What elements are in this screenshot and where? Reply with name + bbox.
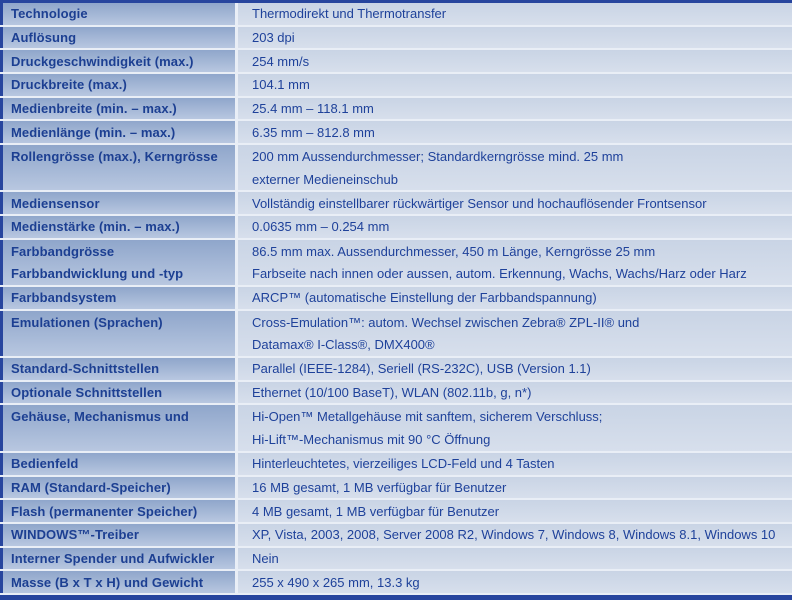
row-label-line: Medienlänge (min. – max.) [11,124,176,140]
row-value-line: 255 x 490 x 265 mm, 13.3 kg [252,574,420,590]
row-value-cell [238,500,792,522]
row-value-line: Hi-Open™ Metallgehäuse mit sanftem, sicherem Verschluss; [252,409,603,425]
table-row [0,477,792,501]
row-value-cell [238,216,792,238]
row-label-line: Farbbandgrösse [11,243,115,259]
row-value-line: Farbseite nach innen oder aussen, autom. Erkennung, Wachs, Wachs/Harz oder Harz [252,266,747,282]
row-label-cell [0,571,238,593]
row-label-line: Emulationen (Sprachen) [11,314,163,330]
row-label-cell [0,311,238,356]
row-label-cell [0,74,238,96]
row-label-cell [0,216,238,238]
row-label-cell [0,524,238,546]
row-value-line: ARCP™ (automatische Einstellung der Farbbandspannung) [252,290,597,306]
row-value-line: 104.1 mm [252,77,310,93]
row-value-line: 86.5 mm max. Aussendurchmesser, 450 m Länge, Kerngrösse 25 mm [252,243,656,259]
row-label-cell [0,121,238,143]
row-label-line: Technologie [11,6,88,22]
row-value-cell [238,358,792,380]
row-value-line: Vollständig einstellbarer rückwärtiger Sensor und hochauflösender Frontsensor [252,195,707,211]
row-label-cell [0,477,238,499]
row-label-line: Auflösung [11,30,77,45]
row-label-cell [0,358,238,380]
row-label-line: RAM (Standard-Speicher) [11,479,171,495]
row-value-line: 254 mm/s [252,53,310,69]
table-row [0,548,792,572]
row-label-cell [0,98,238,120]
row-label-cell [0,548,238,570]
row-label-cell [0,50,238,72]
row-value-line: XP, Vista, 2003, 2008, Server 2008 R2, Windows 7, Windows 8, Windows 8.1, Windows 10 [252,527,776,543]
row-value-cell [238,98,792,120]
row-value-line: Parallel (IEEE-1284), Seriell (RS-232C), USB (Version 1.1) [252,361,591,377]
table-row [0,311,792,358]
row-label-cell [0,453,238,475]
row-value-line: Hi-Lift™-Mechanismus mit 90 °C Öffnung [252,431,491,447]
table-row [0,121,792,145]
row-value-cell [238,27,792,49]
row-label-line: Farbbandwicklung und -typ [11,266,184,282]
row-value-cell [238,453,792,475]
row-value-line: 6.35 mm – 812.8 mm [252,124,375,140]
row-label-line: Optionale Schnittstellen [11,385,163,401]
row-value-line: Datamax® I-Class®, DMX400® [252,337,435,353]
row-value-cell [238,524,792,546]
table-row [0,524,792,548]
row-label-cell [0,27,238,49]
row-label-cell [0,192,238,214]
row-value-cell [238,477,792,499]
row-label-line: Rollengrösse (max.), Kerngrösse [11,148,218,164]
table-row [0,50,792,74]
row-value-line: Hinterleuchtetes, vierzeiliges LCD-Feld und 4 Tasten [252,456,555,472]
row-label-line: Farbbandsystem [11,290,117,306]
table-row [0,287,792,311]
table-row [0,405,792,452]
row-label-line: Bedienfeld [11,456,79,472]
table-row [0,500,792,524]
table-row [0,382,792,406]
row-label-cell [0,382,238,404]
row-value-line: externer Medieneinschub [252,171,398,187]
table-row [0,74,792,98]
row-label-cell [0,145,238,190]
row-value-cell [238,121,792,143]
row-label-line: Interner Spender und Aufwickler [11,550,215,566]
row-value-cell [238,548,792,570]
row-label-cell [0,240,238,285]
row-value-line: Cross-Emulation™: autom. Wechsel zwischen Zebra® ZPL-II® und [252,314,640,330]
table-row [0,192,792,216]
row-label-cell [0,287,238,309]
row-value-cell [238,311,792,356]
row-label-line: Standard-Schnittstellen [11,361,160,377]
row-label-line: Flash (permanenter Speicher) [11,503,198,519]
table-row [0,358,792,382]
table-row [0,216,792,240]
row-value-line: 0.0635 mm – 0.254 mm [252,219,390,235]
table-bottom-bar [0,595,792,600]
row-label-line: Medienstärke (min. – max.) [11,219,180,235]
row-label-line: WINDOWS™-Treiber [11,527,139,543]
row-label-line: Gehäuse, Mechanismus und [11,409,189,425]
table-row [0,98,792,122]
row-value-line: 200 mm Aussendurchmesser; Standardkerngrösse mind. 25 mm [252,148,624,164]
row-label-line: Masse (B x T x H) und Gewicht [11,574,204,590]
row-value-cell [238,382,792,404]
row-value-line: 203 dpi [252,30,295,45]
row-value-cell [238,50,792,72]
row-label-cell [0,405,238,450]
row-value-line: Thermodirekt und Thermotransfer [252,6,447,22]
row-label-line: Druckbreite (max.) [11,77,127,93]
row-value-line: Nein [252,550,279,566]
table-row [0,145,792,192]
row-value-line: Ethernet (10/100 BaseT), WLAN (802.11b, g, n*) [252,385,532,401]
row-value-line: 4 MB gesamt, 1 MB verfügbar für Benutzer [252,503,500,519]
table-row [0,3,792,27]
table-row [0,27,792,51]
row-value-line: 25.4 mm – 118.1 mm [252,101,374,117]
row-value-cell [238,145,792,190]
row-value-line: 16 MB gesamt, 1 MB verfügbar für Benutzer [252,479,507,495]
table-row [0,240,792,287]
row-value-cell [238,405,792,450]
table-row [0,571,792,595]
row-value-cell [238,74,792,96]
row-value-cell [238,571,792,593]
table-row [0,453,792,477]
row-value-cell [238,287,792,309]
row-label-line: Druckgeschwindigkeit (max.) [11,53,194,69]
row-label-cell [0,3,238,25]
row-label-line: Medienbreite (min. – max.) [11,101,177,117]
row-label-cell [0,500,238,522]
row-label-line: Mediensensor [11,195,100,211]
row-value-cell [238,3,792,25]
spec-rows [0,3,792,595]
row-value-cell [238,192,792,214]
row-value-cell [238,240,792,285]
